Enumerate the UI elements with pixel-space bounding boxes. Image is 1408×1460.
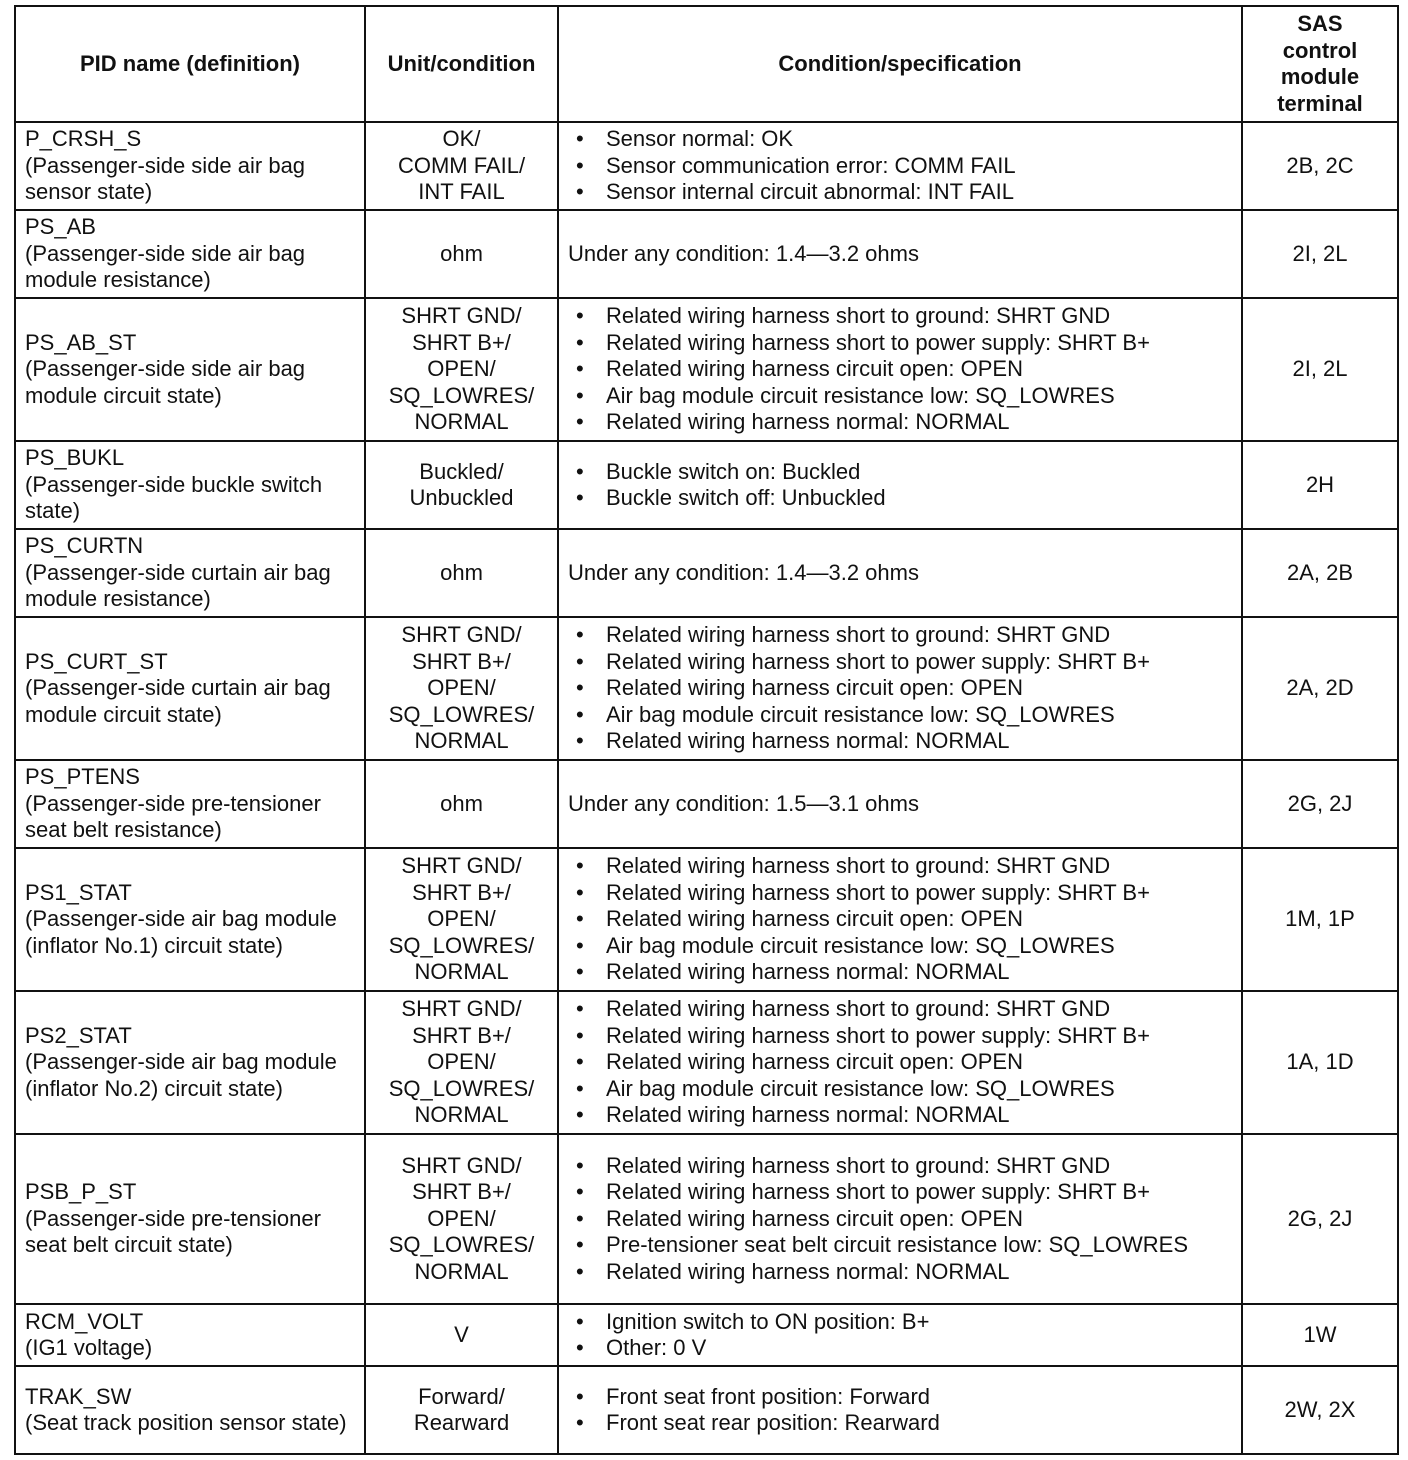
- terminal-cell: 1M, 1P: [1242, 848, 1398, 991]
- terminal-cell: 2W, 2X: [1242, 1366, 1398, 1454]
- pid-definition: (Passenger-side buckle switch state): [25, 471, 323, 524]
- unit-cell: [365, 760, 558, 848]
- spec-item: • Related wiring harness short to ground: SHRT GND: [568, 1153, 1232, 1180]
- spec-cell: [558, 1366, 1242, 1454]
- unit-cell: [365, 991, 558, 1134]
- pid-cell: [15, 1304, 365, 1366]
- pid-name: PS_BUKL: [25, 445, 125, 471]
- spec-cell: [558, 1134, 1242, 1304]
- table-row: [15, 991, 1398, 1134]
- pid-definition: (Passenger-side side air bag sensor state): [25, 152, 306, 205]
- terminal-cell: 2G, 2J: [1242, 1134, 1398, 1304]
- spec-item: • Sensor normal: OK: [568, 126, 1232, 153]
- unit-cell: [365, 1134, 558, 1304]
- spec-list: [568, 622, 1232, 755]
- table-row: [15, 1304, 1398, 1366]
- unit-cell: [365, 122, 558, 210]
- unit-value: Unbuckled: [409, 485, 514, 510]
- pid-cell: [15, 848, 365, 991]
- spec-text: Under any condition: 1.5—3.1 ohms: [568, 790, 919, 816]
- pid-name: PS_CURTN: [25, 533, 144, 559]
- spec-item: • Pre-tensioner seat belt circuit resistance low: SQ_LOWRES: [568, 1232, 1232, 1259]
- unit-value: OPEN/: [427, 675, 496, 701]
- spec-list: [568, 1384, 1232, 1437]
- unit-value: SQ_LOWRES/: [388, 1075, 535, 1101]
- unit-value: SHRT B+/: [412, 648, 511, 674]
- pid-cell: [15, 617, 365, 760]
- unit-value: NORMAL: [414, 1102, 509, 1128]
- spec-item: • Related wiring harness normal: NORMAL: [568, 728, 1232, 755]
- pid-name: TRAK_SW: [25, 1383, 132, 1409]
- spec-item: • Related wiring harness short to ground: SHRT GND: [568, 303, 1232, 330]
- unit-cell: [365, 1304, 558, 1366]
- unit-value: COMM FAIL/: [397, 152, 526, 178]
- spec-list: [568, 996, 1232, 1129]
- spec-list: [568, 1153, 1232, 1286]
- spec-item: • Sensor internal circuit abnormal: INT FAIL: [568, 179, 1232, 206]
- spec-item: • Front seat rear position: Rearward: [568, 1410, 1232, 1437]
- pid-table: [14, 5, 1399, 1455]
- header-row: [15, 6, 1398, 122]
- unit-cell: [365, 298, 558, 441]
- terminal-cell: 2I, 2L: [1242, 210, 1398, 298]
- pid-definition: (Passenger-side curtain air bag module resistance): [25, 559, 331, 612]
- terminal-cell: 2G, 2J: [1242, 760, 1398, 848]
- unit-cell: [365, 529, 558, 617]
- spec-item: • Related wiring harness normal: NORMAL: [568, 1102, 1232, 1129]
- pid-cell: [15, 298, 365, 441]
- unit-value: ohm: [440, 559, 483, 585]
- pid-definition: (Passenger-side pre-tensioner seat belt circuit state): [25, 1205, 321, 1258]
- spec-item: • Related wiring harness normal: NORMAL: [568, 959, 1232, 986]
- spec-cell: [558, 617, 1242, 760]
- unit-cell: [365, 1366, 558, 1454]
- spec-item: • Related wiring harness short to power supply: SHRT B+: [568, 1023, 1232, 1050]
- table-row: [15, 441, 1398, 529]
- pid-cell: [15, 441, 365, 529]
- table-body: [15, 122, 1398, 1454]
- pid-cell: [15, 1134, 365, 1304]
- header-pid: PID name (definition): [15, 6, 365, 122]
- unit-cell: [365, 848, 558, 991]
- pid-cell: [15, 1366, 365, 1454]
- spec-cell: [558, 298, 1242, 441]
- spec-item: • Related wiring harness short to power supply: SHRT B+: [568, 330, 1232, 357]
- pid-definition: (Passenger-side curtain air bag module circuit state): [25, 675, 331, 727]
- spec-item: • Other: 0 V: [568, 1335, 1232, 1362]
- pid-definition: (Passenger-side pre-tensioner seat belt resistance): [25, 790, 321, 843]
- table-row: [15, 1134, 1398, 1304]
- pid-name: PS_AB_ST: [25, 329, 137, 355]
- spec-list: [568, 1309, 1232, 1362]
- spec-item: • Related wiring harness short to ground: SHRT GND: [568, 853, 1232, 880]
- unit-value: NORMAL: [414, 728, 509, 754]
- table-row: [15, 298, 1398, 441]
- spec-item: • Buckle switch off: Unbuckled: [568, 485, 1232, 512]
- unit-value: OPEN/: [427, 906, 496, 932]
- spec-item: • Related wiring harness circuit open: OPEN: [568, 675, 1232, 702]
- terminal-cell: 2I, 2L: [1242, 298, 1398, 441]
- unit-value: OK/: [442, 126, 481, 152]
- table-row: [15, 210, 1398, 298]
- table-row: [15, 529, 1398, 617]
- pid-definition: (Passenger-side side air bag module resistance): [25, 240, 306, 293]
- spec-text: Under any condition: 1.4—3.2 ohms: [568, 559, 919, 585]
- spec-list: [568, 459, 1232, 512]
- unit-value: SHRT B+/: [412, 1179, 511, 1205]
- unit-value: V: [454, 1321, 469, 1347]
- unit-value: SQ_LOWRES/: [388, 701, 535, 727]
- spec-list: [568, 853, 1232, 986]
- spec-list: [568, 303, 1232, 436]
- spec-item: • Related wiring harness short to ground: SHRT GND: [568, 996, 1232, 1023]
- spec-item: • Ignition switch to ON position: B+: [568, 1309, 1232, 1336]
- spec-item: • Air bag module circuit resistance low: SQ_LOWRES: [568, 702, 1232, 729]
- pid-cell: [15, 210, 365, 298]
- unit-value: SQ_LOWRES/: [388, 932, 535, 958]
- unit-value: NORMAL: [414, 959, 509, 985]
- spec-item: • Related wiring harness normal: NORMAL: [568, 1259, 1232, 1286]
- table-row: [15, 617, 1398, 760]
- spec-item: • Related wiring harness short to ground: SHRT GND: [568, 622, 1232, 649]
- terminal-cell: 2A, 2B: [1242, 529, 1398, 617]
- pid-cell: [15, 529, 365, 617]
- spec-text: Under any condition: 1.4—3.2 ohms: [568, 240, 919, 266]
- spec-cell: [558, 122, 1242, 210]
- pid-cell: [15, 760, 365, 848]
- unit-value: Rearward: [413, 1410, 510, 1435]
- unit-cell: [365, 210, 558, 298]
- unit-value: SHRT GND/: [401, 1152, 522, 1178]
- spec-cell: [558, 210, 1242, 298]
- unit-value: SHRT GND/: [401, 853, 522, 879]
- unit-value: OPEN/: [427, 1049, 496, 1075]
- pid-name: RCM_VOLT: [25, 1308, 144, 1334]
- spec-item: • Related wiring harness normal: NORMAL: [568, 409, 1232, 436]
- pid-cell: [15, 991, 365, 1134]
- spec-cell: [558, 441, 1242, 529]
- spec-cell: [558, 991, 1242, 1134]
- table-row: [15, 122, 1398, 210]
- unit-value: Buckled/: [419, 458, 504, 484]
- unit-cell: [365, 617, 558, 760]
- spec-item: • Related wiring harness circuit open: OPEN: [568, 356, 1232, 383]
- unit-value: SHRT B+/: [412, 1022, 511, 1048]
- pid-definition: (IG1 voltage): [25, 1335, 153, 1360]
- spec-item: • Sensor communication error: COMM FAIL: [568, 153, 1232, 180]
- unit-value: ohm: [440, 790, 483, 816]
- pid-name: PS_AB: [25, 214, 96, 240]
- header-terminal: SAS control module terminal: [1242, 6, 1398, 122]
- unit-value: SHRT GND/: [401, 303, 522, 329]
- unit-value: Forward/: [418, 1383, 505, 1409]
- terminal-cell: 2B, 2C: [1242, 122, 1398, 210]
- pid-cell: [15, 122, 365, 210]
- unit-value: NORMAL: [414, 409, 509, 435]
- pid-name: PS1_STAT: [25, 879, 132, 905]
- terminal-cell: 2H: [1242, 441, 1398, 529]
- unit-value: OPEN/: [427, 1205, 496, 1231]
- pid-definition: (Passenger-side air bag module (inflator No.2) circuit state): [25, 1049, 337, 1101]
- spec-item: • Air bag module circuit resistance low: SQ_LOWRES: [568, 1076, 1232, 1103]
- table-row: [15, 1366, 1398, 1454]
- spec-item: • Related wiring harness short to power supply: SHRT B+: [568, 649, 1232, 676]
- unit-value: INT FAIL: [418, 179, 505, 205]
- terminal-cell: 2A, 2D: [1242, 617, 1398, 760]
- spec-item: • Related wiring harness circuit open: OPEN: [568, 1049, 1232, 1076]
- unit-value: SHRT GND/: [401, 996, 522, 1022]
- spec-item: • Buckle switch on: Buckled: [568, 459, 1232, 486]
- pid-name: P_CRSH_S: [25, 126, 142, 152]
- pid-name: PS_PTENS: [25, 764, 140, 790]
- unit-value: SQ_LOWRES/: [388, 1232, 535, 1258]
- spec-list: [568, 126, 1232, 206]
- pid-name: PSB_P_ST: [25, 1179, 137, 1205]
- table-row: [15, 760, 1398, 848]
- unit-value: NORMAL: [414, 1258, 509, 1284]
- spec-item: • Front seat front position: Forward: [568, 1384, 1232, 1411]
- pid-name: PS_CURT_ST: [25, 648, 168, 674]
- spec-item: • Air bag module circuit resistance low: SQ_LOWRES: [568, 383, 1232, 410]
- table-row: [15, 848, 1398, 991]
- spec-item: • Related wiring harness circuit open: OPEN: [568, 1206, 1232, 1233]
- pid-definition: (Passenger-side side air bag module circuit state): [25, 356, 306, 408]
- unit-cell: [365, 441, 558, 529]
- spec-cell: [558, 1304, 1242, 1366]
- terminal-cell: 1W: [1242, 1304, 1398, 1366]
- unit-value: ohm: [440, 240, 483, 266]
- unit-value: SHRT GND/: [401, 622, 522, 648]
- spec-item: • Related wiring harness circuit open: OPEN: [568, 906, 1232, 933]
- spec-cell: [558, 760, 1242, 848]
- spec-cell: [558, 848, 1242, 991]
- header-unit: Unit/condition: [365, 6, 558, 122]
- spec-item: • Related wiring harness short to power supply: SHRT B+: [568, 1179, 1232, 1206]
- pid-definition: (Seat track position sensor state): [25, 1410, 347, 1435]
- terminal-cell: 1A, 1D: [1242, 991, 1398, 1134]
- spec-item: • Air bag module circuit resistance low: SQ_LOWRES: [568, 933, 1232, 960]
- unit-value: SQ_LOWRES/: [388, 382, 535, 408]
- unit-value: SHRT B+/: [412, 879, 511, 905]
- unit-value: SHRT B+/: [412, 329, 511, 355]
- spec-item: • Related wiring harness short to power supply: SHRT B+: [568, 880, 1232, 907]
- spec-cell: [558, 529, 1242, 617]
- pid-name: PS2_STAT: [25, 1022, 132, 1048]
- unit-value: OPEN/: [427, 356, 496, 382]
- header-spec: Condition/specification: [558, 6, 1242, 122]
- pid-definition: (Passenger-side air bag module (inflator No.1) circuit state): [25, 906, 337, 958]
